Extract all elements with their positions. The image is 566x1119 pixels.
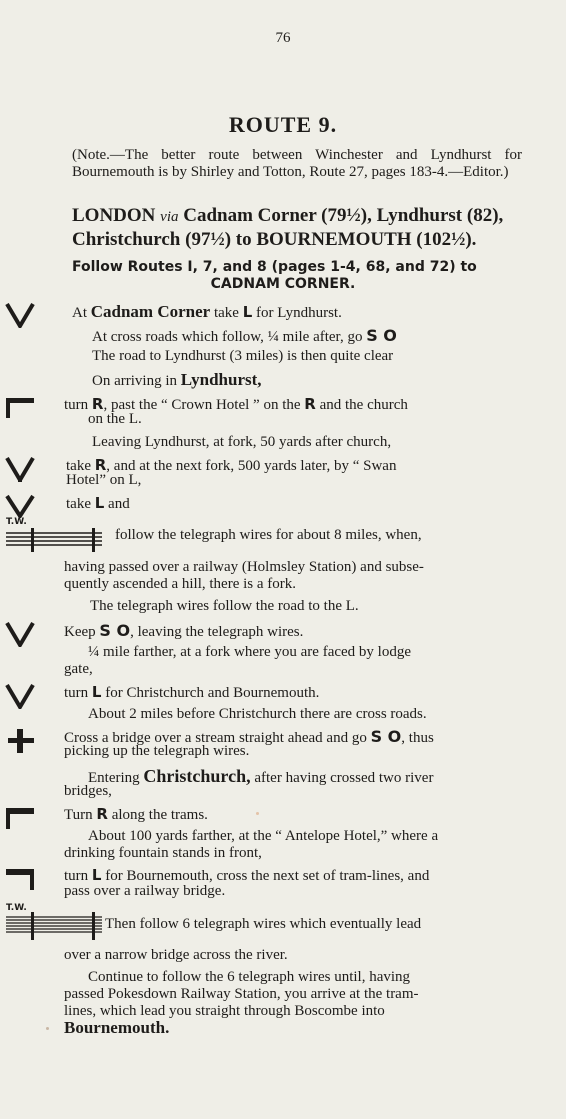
right-sign: R bbox=[96, 805, 108, 823]
route-title: ROUTE 9. bbox=[228, 112, 338, 137]
direction-line: picking up the telegraph wires. bbox=[64, 743, 250, 759]
right-sign: R bbox=[91, 395, 104, 413]
editor-note: (Note.—The better route between Winchester and Lyndhurst for Bournemouth is by Shirley and Totton, Route 27, pages 183-4.—Editor.) bbox=[72, 147, 522, 180]
follow-routes-line: Follow Routes I, 7, and 8 (pages 1-4, 68, and 72) to bbox=[72, 259, 477, 275]
place-name: Lyndhurst, bbox=[180, 370, 262, 389]
fork-v-icon bbox=[5, 683, 35, 709]
direction-line: About 2 miles before Christchurch there are cross roads. bbox=[88, 706, 427, 722]
direction-line: take L and bbox=[66, 494, 130, 512]
right-turn-icon bbox=[4, 395, 36, 421]
left-turn-icon bbox=[4, 866, 36, 892]
direction-line: take R, and at the next fork, 500 yards later, by “ Swan bbox=[66, 456, 397, 474]
direction-line: passed Pokesdown Railway Station, you arrive at the tram- bbox=[64, 986, 419, 1002]
right-sign: R bbox=[304, 395, 316, 413]
fork-v-icon bbox=[5, 302, 35, 328]
direction-line: The telegraph wires follow the road to the L. bbox=[90, 598, 359, 614]
page-number: 76 bbox=[275, 30, 291, 46]
direction-line: Keep S O, leaving the telegraph wires. bbox=[64, 621, 304, 640]
fork-v-icon bbox=[5, 621, 35, 647]
direction-line: turn L for Bournemouth, cross the next set of tram-lines, and bbox=[64, 866, 430, 884]
right-sign: R bbox=[94, 456, 107, 474]
place-name: Christchurch, bbox=[143, 766, 251, 786]
direction-line: About 100 yards farther, at the “ Antelope Hotel,” where a bbox=[88, 828, 439, 844]
place-name: Cadnam Corner bbox=[90, 302, 211, 321]
direction-line: on the L. bbox=[88, 411, 142, 427]
paper-speck bbox=[46, 1027, 49, 1030]
direction-line: Continue to follow the 6 telegraph wires until, having bbox=[88, 969, 411, 985]
direction-line: bridges, bbox=[64, 783, 112, 799]
direction-line: At cross roads which follow, ¼ mile after, go S O bbox=[92, 326, 397, 345]
direction-line: At Cadnam Corner take L for Lyndhurst. bbox=[72, 302, 342, 321]
direction-line: The road to Lyndhurst (3 miles) is then quite clear bbox=[92, 348, 394, 364]
direction-line: pass over a railway bridge. bbox=[64, 883, 226, 899]
direction-line: follow the telegraph wires for about 8 miles, when, bbox=[115, 527, 422, 543]
direction-line: Turn R along the trams. bbox=[64, 805, 208, 823]
straight-on-sign: S O bbox=[99, 621, 131, 640]
telegraph-wires-icon bbox=[4, 514, 104, 554]
route-heading-line-2: Christchurch (97½) to BOURNEMOUTH (102½). bbox=[72, 229, 477, 250]
fork-v-icon bbox=[5, 456, 35, 482]
route-heading-line-1: LONDON via Cadnam Corner (79½), Lyndhurst (82), bbox=[72, 205, 504, 226]
direction-line: turn L for Christchurch and Bournemouth. bbox=[64, 683, 320, 701]
direction-line: lines, which lead you straight through Boscombe into bbox=[64, 1003, 385, 1019]
direction-line: Cross a bridge over a stream straight ahead and go S O, thus bbox=[64, 727, 434, 746]
destination-name: Bournemouth. bbox=[64, 1018, 170, 1037]
telegraph-sign: T.W. bbox=[6, 903, 27, 913]
left-sign: L bbox=[94, 494, 105, 512]
telegraph-sign: T.W. bbox=[6, 517, 27, 527]
direction-line: Hotel” on L, bbox=[66, 472, 142, 488]
left-sign: L bbox=[91, 683, 102, 701]
straight-on-sign: S O bbox=[370, 727, 402, 746]
direction-line: Entering Christchurch, after having crossed two river bbox=[88, 766, 434, 786]
right-turn-icon bbox=[4, 805, 36, 831]
paper-speck bbox=[256, 812, 259, 815]
direction-line: Leaving Lyndhurst, at fork, 50 yards after church, bbox=[92, 434, 392, 450]
crossroads-icon bbox=[6, 727, 36, 755]
direction-line: ¼ mile farther, at a fork where you are faced by lodge bbox=[88, 644, 411, 660]
direction-line: turn R, past the “ Crown Hotel ” on the R and the church bbox=[64, 395, 408, 413]
direction-line: On arriving in Lyndhurst, bbox=[92, 370, 262, 389]
left-sign: L bbox=[242, 303, 253, 321]
follow-target: CADNAM CORNER. bbox=[210, 276, 356, 292]
left-sign: L bbox=[91, 866, 102, 884]
direction-line: over a narrow bridge across the river. bbox=[64, 947, 288, 963]
straight-on-sign: S O bbox=[366, 326, 397, 345]
direction-line: gate, bbox=[64, 661, 93, 677]
direction-line: Then follow 6 telegraph wires which eventually lead bbox=[105, 916, 422, 932]
direction-line: quently ascended a hill, there is a fork. bbox=[64, 576, 297, 592]
direction-line: having passed over a railway (Holmsley Station) and subse- bbox=[64, 559, 424, 575]
direction-line: drinking fountain stands in front, bbox=[64, 845, 262, 861]
telegraph-wires-icon bbox=[4, 900, 104, 942]
